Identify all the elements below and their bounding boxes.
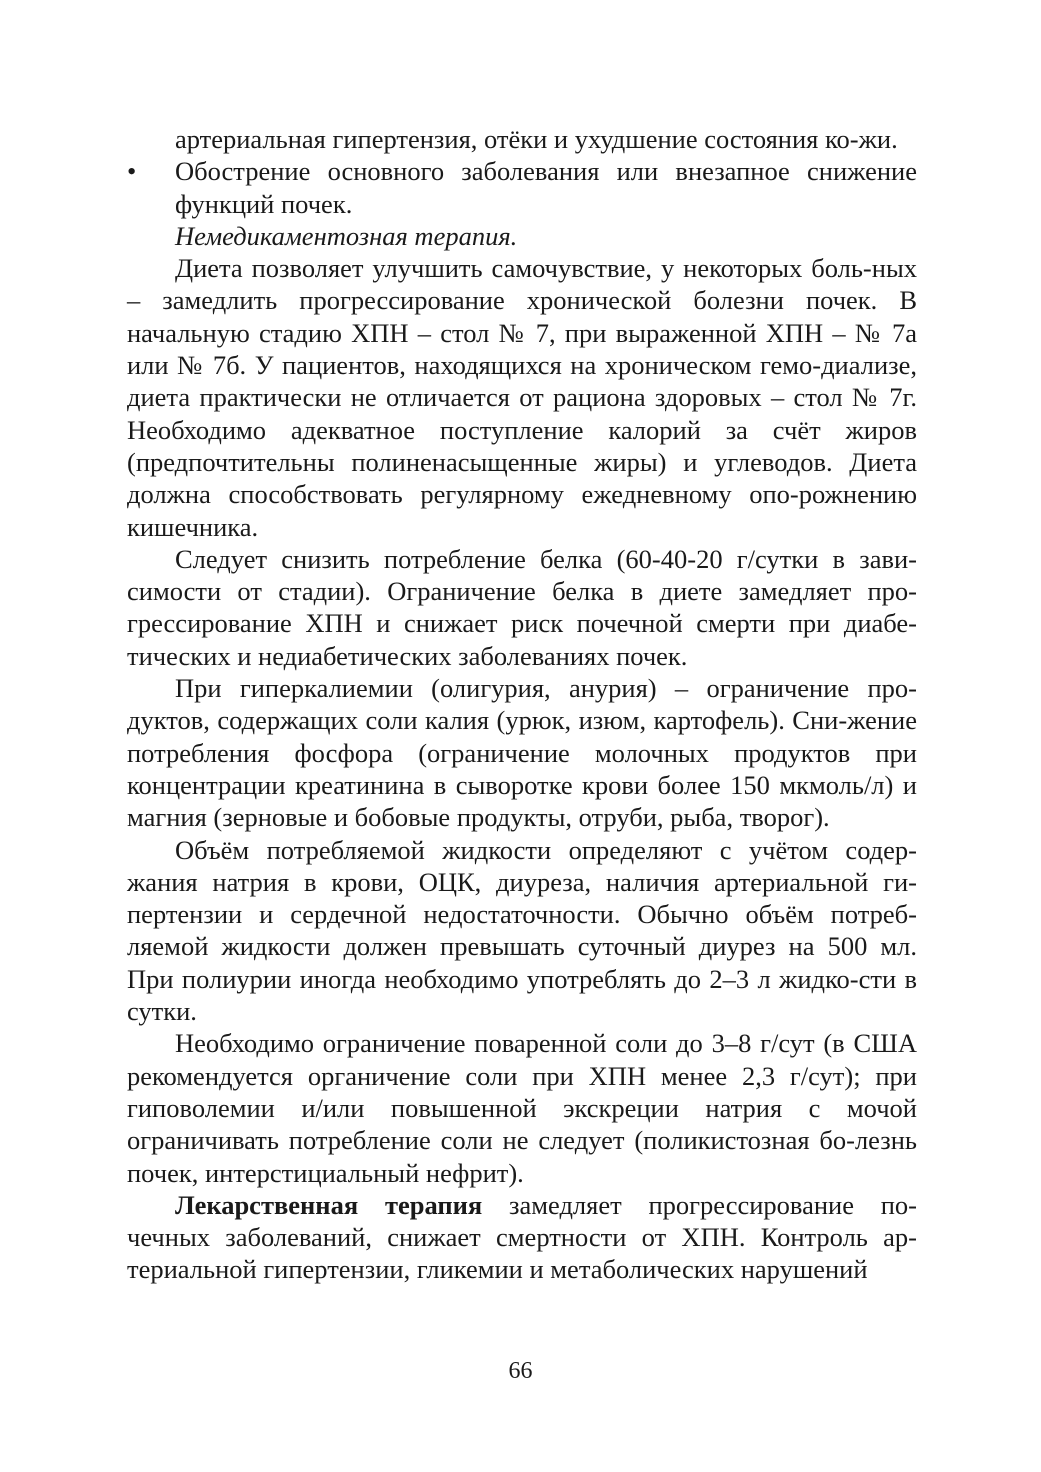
paragraph-fluid: Объём потребляемой жидкости определяют с учётом содер-жания натрия в крови, ОЦК, диуреза, наличия артериальной ги-пертензии и сердечной недостаточности. Обычно объём потреб-ляемой жидкости должен превышать суточный диурез на 500 мл. При полиурии иногда необходимо употреблять до 2–3 л жидко-сти в сутки. xyxy=(127,834,917,1027)
paragraph-hyperkalemia: При гиперкалиемии (олигурия, анурия) – ограничение про-дуктов, содержащих соли калия (урюк, изюм, картофель). Сни-жение потребления фосфора (ограничение молочных продуктов при концентрации креатинина в сыворотке крови более 150 мкмоль/л) и магния (зерновые и бобовые продукты, отруби, рыба, творог). xyxy=(127,673,917,833)
drug-therapy-term: Лекарственная терапия xyxy=(175,1189,483,1220)
paragraph-diet: Диета позволяет улучшить самочувствие, у некоторых боль-ных – замедлить прогрессирование хронической болезни почек. В начальную стадию ХПН – стол № 7, при выраженной ХПН – № 7а или № 7б. У пациентов, находящихся на хроническом гемо-диализе, диета практически не отличается от рациона здоровых – стол № 7г. Необходимо адекватное поступление калорий за счёт жиров (предпочтительны полиненасыщенные жиры) и углеводов. Диета должна способствовать регулярному ежедневному опо-рожнению кишечника. xyxy=(127,253,917,542)
section-heading: Немедикаментозная терапия. xyxy=(175,220,518,251)
bullet-marker: • xyxy=(127,156,137,187)
paragraph-salt: Необходимо ограничение поваренной соли до 3–8 г/сут (в США рекомендуется органичение соли при ХПН менее 2,3 г/сут); при гиповолемии и/или повышенной экскреции натрия с мочой ограничивать потребление соли не следует (поликистозная бо-лезнь почек, интерстициальный нефрит). xyxy=(127,1028,917,1188)
body-text xyxy=(127,123,917,1286)
paragraph-protein: Следует снизить потребление белка (60-40-20 г/сутки в зави-симости от стадии). Ограничение белка в диете замедляет про-грессирование ХПН и снижает риск почечной смерти при диабе-тических и недиабетических заболеваниях почек. xyxy=(127,543,917,671)
drug-therapy-text: замедляет прогрессирование по-чечных заболеваний, снижает смертности от ХПН. Контроль ар-териальной гипертензии, гликемии и метаболических нарушений xyxy=(127,1189,918,1285)
bullet-item-text: Обострение основного заболевания или внезапное снижение функций почек. xyxy=(175,156,917,219)
paragraph-drug-therapy xyxy=(127,1189,917,1286)
page-number: 66 xyxy=(508,1358,533,1384)
bullet-list-item xyxy=(127,155,917,220)
continuation-paragraph: артериальная гипертензия, отёки и ухудшение состояния ко-жи. xyxy=(175,124,898,154)
